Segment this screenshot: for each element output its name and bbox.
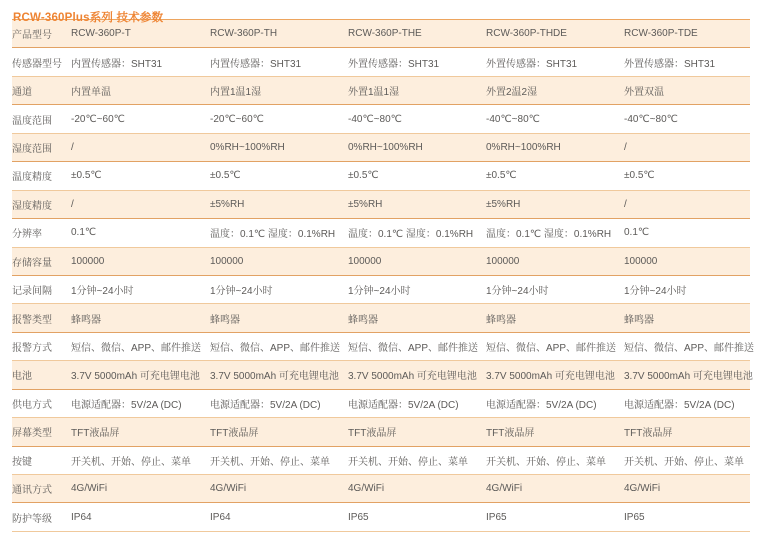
table-row	[12, 475, 750, 503]
cell-value: 内置传感器：SHT31	[210, 58, 302, 70]
row-label: 温度范围	[12, 115, 52, 127]
cell-value: TFT液晶屏	[210, 428, 259, 440]
cell-value: 1分钟~24小时	[624, 286, 687, 298]
row-label: 传感器型号	[12, 58, 62, 70]
cell-value: 开关机、开始、停止、菜单	[486, 456, 606, 468]
row-label: 按键	[12, 456, 32, 468]
cell-value: /	[624, 141, 627, 153]
row-label: 存储容量	[12, 257, 52, 269]
cell-value: 短信、微信、APP、邮件推送	[624, 343, 755, 355]
table-row	[12, 276, 750, 304]
table-row	[12, 447, 750, 475]
cell-value: 电源适配器：5V/2A (DC)	[624, 399, 735, 411]
cell-value: 蜂鸣器	[71, 314, 101, 326]
cell-value: /	[624, 198, 627, 210]
model-name: RCW-360P-T	[71, 28, 131, 40]
cell-value: -20℃~60℃	[210, 113, 264, 125]
cell-value: 3.7V 5000mAh 可充电锂电池	[348, 371, 477, 383]
row-label: 电池	[12, 371, 32, 383]
cell-value: 内置单温	[71, 87, 111, 99]
row-label: 分辨率	[12, 229, 42, 241]
table-row	[12, 390, 750, 418]
cell-value: TFT液晶屏	[71, 428, 120, 440]
row-label: 报警类型	[12, 314, 52, 326]
cell-value: 蜂鸣器	[210, 314, 240, 326]
table-row	[12, 418, 750, 446]
cell-value: 开关机、开始、停止、菜单	[210, 456, 330, 468]
cell-value: 温度：0.1℃ 湿度：0.1%RH	[486, 229, 612, 241]
table-row	[12, 191, 750, 219]
cell-value: 温度：0.1℃ 湿度：0.1%RH	[210, 229, 336, 241]
cell-value: 4G/WiFi	[624, 483, 661, 495]
cell-value: TFT液晶屏	[624, 428, 673, 440]
cell-value: IP64	[71, 511, 92, 523]
cell-value: ±5%RH	[486, 198, 521, 210]
page-title: RCW-360Plus系列 技术参数	[13, 12, 164, 24]
cell-value: 外置1温1湿	[348, 87, 400, 99]
cell-value: 0%RH~100%RH	[486, 141, 561, 153]
cell-value: IP64	[210, 511, 231, 523]
cell-value: 4G/WiFi	[348, 483, 385, 495]
table-row	[12, 248, 750, 276]
cell-value: ±0.5℃	[210, 170, 241, 182]
cell-value: 蜂鸣器	[348, 314, 378, 326]
cell-value: IP65	[486, 511, 507, 523]
model-name: RCW-360P-TDE	[624, 28, 698, 40]
cell-value: 短信、微信、APP、邮件推送	[486, 343, 617, 355]
cell-value: 0.1℃	[71, 227, 97, 239]
row-label: 产品型号	[12, 30, 52, 42]
cell-value: IP65	[624, 511, 645, 523]
table-row	[12, 77, 750, 105]
cell-value: 短信、微信、APP、邮件推送	[210, 343, 341, 355]
row-label: 湿度范围	[12, 143, 52, 155]
row-label: 防护等级	[12, 513, 52, 525]
cell-value: 1分钟~24小时	[348, 286, 411, 298]
cell-value: 外置传感器：SHT31	[624, 58, 716, 70]
cell-value: TFT液晶屏	[348, 428, 397, 440]
cell-value: ±0.5℃	[624, 170, 655, 182]
cell-value: 1分钟~24小时	[210, 286, 273, 298]
table-row	[12, 162, 750, 190]
row-label: 供电方式	[12, 399, 52, 411]
cell-value: 4G/WiFi	[71, 483, 108, 495]
cell-value: 温度：0.1℃ 湿度：0.1%RH	[348, 229, 474, 241]
cell-value: ±5%RH	[210, 198, 245, 210]
cell-value: 蜂鸣器	[624, 314, 654, 326]
cell-value: 电源适配器：5V/2A (DC)	[71, 399, 182, 411]
table-row	[12, 219, 750, 247]
cell-value: 短信、微信、APP、邮件推送	[71, 343, 202, 355]
cell-value: -40℃~80℃	[348, 113, 402, 125]
cell-value: ±0.5℃	[71, 170, 102, 182]
cell-value: ±0.5℃	[486, 170, 517, 182]
cell-value: 短信、微信、APP、邮件推送	[348, 343, 479, 355]
cell-value: 电源适配器：5V/2A (DC)	[210, 399, 321, 411]
cell-value: 蜂鸣器	[486, 314, 516, 326]
row-label: 报警方式	[12, 343, 52, 355]
table-row	[12, 134, 750, 162]
cell-value: 0%RH~100%RH	[210, 141, 285, 153]
cell-value: 内置1温1湿	[210, 87, 262, 99]
model-name: RCW-360P-TH	[210, 28, 278, 40]
cell-value: 电源适配器：5V/2A (DC)	[348, 399, 459, 411]
cell-value: 外置传感器：SHT31	[486, 58, 578, 70]
cell-value: 外置2温2湿	[486, 87, 538, 99]
cell-value: 100000	[71, 255, 105, 267]
cell-value: 100000	[210, 255, 244, 267]
row-label: 通讯方式	[12, 485, 52, 497]
cell-value: 开关机、开始、停止、菜单	[624, 456, 744, 468]
table-row	[12, 361, 753, 389]
model-name: RCW-360P-THE	[348, 28, 422, 40]
cell-value: /	[71, 198, 74, 210]
cell-value: 100000	[348, 255, 382, 267]
cell-value: -20℃~60℃	[71, 113, 125, 125]
table-row	[12, 503, 750, 531]
model-name: RCW-360P-THDE	[486, 28, 567, 40]
cell-value: IP65	[348, 511, 369, 523]
cell-value: 100000	[486, 255, 520, 267]
cell-value: 1分钟~24小时	[71, 286, 134, 298]
row-label: 通道	[12, 87, 32, 99]
table-row	[12, 48, 750, 76]
cell-value: 1分钟~24小时	[486, 286, 549, 298]
cell-value: 外置传感器：SHT31	[348, 58, 440, 70]
spec-table	[12, 19, 755, 532]
cell-value: -40℃~80℃	[624, 113, 678, 125]
cell-value: 开关机、开始、停止、菜单	[348, 456, 468, 468]
cell-value: 3.7V 5000mAh 可充电锂电池	[210, 371, 339, 383]
cell-value: /	[71, 141, 74, 153]
table-row	[12, 304, 750, 332]
cell-value: 3.7V 5000mAh 可充电锂电池	[71, 371, 200, 383]
cell-value: 内置传感器：SHT31	[71, 58, 163, 70]
cell-value: ±5%RH	[348, 198, 383, 210]
row-label: 温度精度	[12, 172, 52, 184]
cell-value: 4G/WiFi	[210, 483, 247, 495]
cell-value: ±0.5℃	[348, 170, 379, 182]
cell-value: 3.7V 5000mAh 可充电锂电池	[486, 371, 615, 383]
cell-value: TFT液晶屏	[486, 428, 535, 440]
cell-value: 0.1℃	[624, 227, 650, 239]
cell-value: 0%RH~100%RH	[348, 141, 423, 153]
cell-value: 4G/WiFi	[486, 483, 523, 495]
cell-value: 3.7V 5000mAh 可充电锂电池	[624, 371, 753, 383]
row-label: 记录间隔	[12, 286, 52, 298]
cell-value: -40℃~80℃	[486, 113, 540, 125]
row-label: 屏幕类型	[12, 428, 52, 440]
table-row	[12, 333, 755, 361]
row-label: 湿度精度	[12, 200, 52, 212]
cell-value: 电源适配器：5V/2A (DC)	[486, 399, 597, 411]
cell-value: 开关机、开始、停止、菜单	[71, 456, 191, 468]
table-row	[12, 105, 750, 133]
cell-value: 100000	[624, 255, 658, 267]
cell-value: 外置双温	[624, 87, 664, 99]
